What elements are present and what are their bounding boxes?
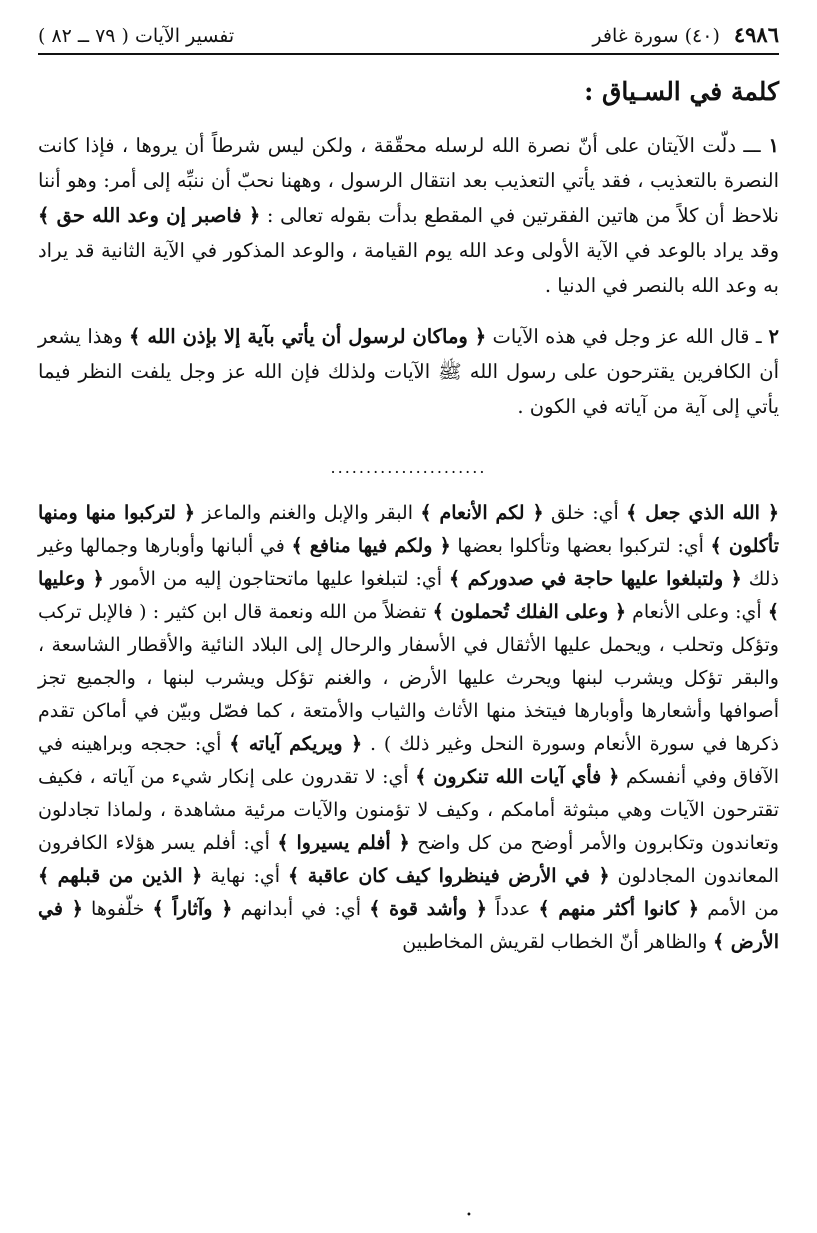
quran-quote: ﴿ الذين من قبلهم ﴾ (38, 865, 203, 887)
context-point (38, 128, 779, 303)
commentary-text: والظاهر أنّ الخطاب لقريش المخاطبين (402, 931, 713, 953)
quran-quote: ﴿ وآثاراً ﴾ (152, 898, 233, 920)
quran-quote: ﴿ فاصبر إن وعد الله حق ﴾ (38, 204, 261, 227)
separator-dots: ...................... (330, 458, 487, 477)
commentary-text: أي: نهاية (202, 865, 289, 887)
quran-quote: ﴿ وأشد قوة ﴾ (369, 898, 488, 920)
commentary-text: أي: لا تقدرون على إنكار شيء من آياته ، فكيف تقترحون الآيات وهي مبثوثة أمامكم ، وكيف لا تؤمنون والآيات مرئية مشاهدة ، ولماذا تجادلون وتعاندون وتكابرون والأمر أوضح من كل واضح (38, 766, 779, 854)
tafsir-paragraph (38, 497, 779, 959)
quran-quote: ﴿ وعلى الفلك تُحملون ﴾ (432, 601, 626, 623)
header-rule (38, 53, 779, 55)
page-number: ٤٩٨٦ (733, 22, 779, 47)
tafsir-body (38, 497, 779, 959)
quran-quote: ﴿ في الأرض ﴾ (38, 898, 779, 953)
point-number: ٢ (761, 325, 779, 348)
quran-quote: ﴿ لكم الأنعام ﴾ (420, 502, 544, 524)
point-text: ـ قال الله عز وجل في هذه الآيات (486, 325, 762, 348)
commentary-text: أي: خلق (543, 502, 627, 524)
quran-quote: ﴿ أفلم يسيروا ﴾ (277, 832, 410, 854)
quran-quote: ﴿ في الأرض فينظروا كيف كان عاقبة ﴾ (288, 865, 610, 887)
commentary-text: تفضلاً من الله ونعمة قال ابن كثير : ( فالإبل تركب وتؤكل وتحلب ، ويحمل عليها الأثقال في الأسفار والرحال إلى البلاد النائية والأقطار الشاسعة ، والبقر تؤكل ويشرب لبنها ويحرث عليها الأرض ، والغنم تؤكل ويشرب لبنها ، والجميع تجز أصوافها وأشعارها وأوبارها فيتخذ منها الأثاث والثياب والأمتعة ، كما فصّل وبيّن في أماكن تقدم ذكرها في سورة الأنعام وسورة النحل وغير ذلك ) . (38, 601, 779, 755)
section-range: تفسير الآيات ( ٧٩ ــ ٨٢ ) (38, 25, 235, 47)
quran-quote: ﴿ ولتبلغوا عليها حاجة في صدوركم ﴾ (449, 568, 742, 590)
commentary-text: أي: حججه وبراهينه في الآفاق وفي أنفسكم (38, 733, 780, 788)
commentary-text: أي: لتركبوا بعضها وتأكلوا بعضها (450, 535, 711, 557)
footer-mark: • (466, 1210, 472, 1221)
quran-quote: ﴿ ويريكم آياته ﴾ (229, 733, 363, 755)
commentary-text: أي: في أبدانهم (232, 898, 370, 920)
point-text: وهذا يشعر أن الكافرين يقترحون على رسول الله ﷺ الآيات ولذلك فإن الله عز وجل يلفت النظر فيما يأتي إلى آية من آياته في الكون . (38, 325, 779, 418)
point-text: ـــ دلّت الآيتان على أنّ نصرة الله لرسله محقّقة ، ولكن ليس شرطاً أن يروها ، فإذا كانت النصرة بالتعذيب ، فقد يأتي التعذيب بعد انتقال الرسول ، وههنا نحبّ أن ننبِّه إلى أمر: وهو أننا نلاحظ أن كلاً من هاتين الفقرتين في المقطع بدأت بقوله تعالى : (38, 134, 779, 227)
commentary-text: أي: أفلم يسر هؤلاء الكافرون المعاندون المجادلون (38, 832, 780, 887)
commentary-text: البقر والإبل والغنم والماعز (194, 502, 421, 524)
commentary-text: أي: لتبلغوا عليها ماتحتاجون إليه من الأمور (103, 568, 449, 590)
commentary-text: عدداً (487, 898, 539, 920)
header-right (592, 22, 779, 47)
quran-quote: ﴿ لتركبوا منها ومنها تأكلون ﴾ (38, 502, 780, 557)
commentary-text: خلّفوها (82, 898, 153, 920)
context-points (38, 128, 779, 424)
point-text: وقد يراد بالوعد في الآية الأولى وعد الله يوم القيامة ، والوعد المذكور في الآية الثانية قد يراد به وعد الله بالنصر في الدنيا . (38, 239, 779, 297)
surah-name: (٤٠) سورة غافر (592, 25, 720, 47)
running-header (38, 22, 779, 53)
commentary-text: من الأمم (699, 898, 779, 920)
quran-quote: ﴿ فأي آيات الله تنكرون ﴾ (415, 766, 620, 788)
quran-quote: ﴿ ولكم فيها منافع ﴾ (291, 535, 451, 557)
quran-quote: ﴿ كانوا أكثر منهم ﴾ (538, 898, 699, 920)
quran-quote: ﴿ الله الذي جعل ﴾ (626, 502, 780, 524)
section-title: كلمة في السـياق : (584, 77, 779, 106)
point-number: ١ (760, 134, 779, 157)
commentary-text: أي: وعلى الأنعام (625, 601, 768, 623)
context-point (38, 319, 779, 424)
commentary-text: في ألبانها وأوبارها وجمالها وغير ذلك (38, 535, 779, 590)
quran-quote: ﴿ وعليها ﴾ (38, 568, 779, 623)
quran-quote: ﴿ وماكان لرسول أن يأتي بآية إلا بإذن الله ﴾ (129, 325, 487, 348)
